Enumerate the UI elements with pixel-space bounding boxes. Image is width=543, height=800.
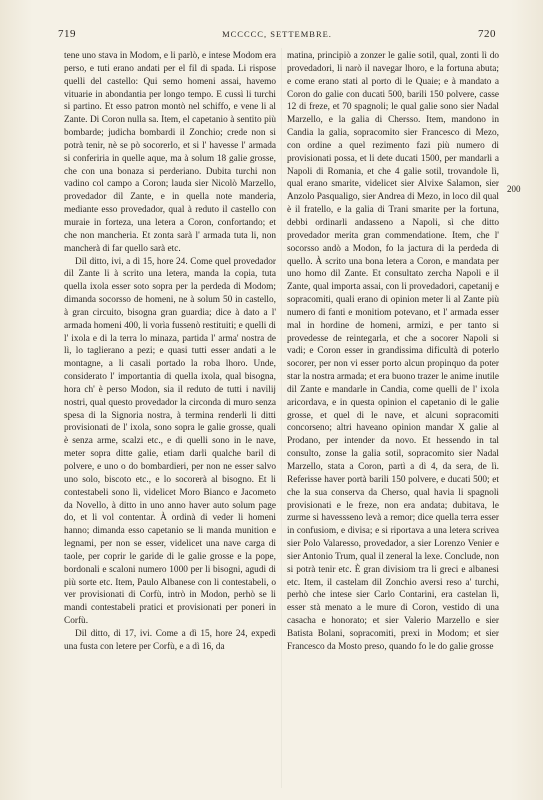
right-paragraph-1: matina, principiò a zonzer le galie sotil, qual, zonti lì do provedadori, li narò il navegar lhoro, e la fortuna abuta; e come erano stati al porto di le Quaie; e à mandato a Coron do galie con ducati 500, barili 150 polvere, casse 12 di freze, et 70 spagnoli; le qual galie sono sier Nadal Marzello, e la galia di Chersso. Item, mandono in Candia la galia, sopracomito sier Francesco di Mezo, con ordine a quel rezimento fazi più numero di provisionati possa, et li dete ducati 1500, per mandarli a Napoli di Romania, et che 4 galie sotil, trovandole lì, qual erano smarite, videlicet sier Alvixe Salamon, sier Anzolo Pasqualigo, sier Andrea di Mezo, in loco dil qual è il fratello, e la galia di Trani smarite per la fortuna, debbi ordinarli andasseno a Napoli, sì che ditto provedador merita gran commendatione. Item, che l' socorsso andò a Modon, fo la jactura di la perdeda di quello. À scrito una bona letera a Coron, e mandata per uno homo dil Zante. Et consultato zercha Napoli e il Zante, qual importa assai, con li provedadori, capetanij e sopracomiti, quali erano di opinion meter li al Zante più numero di fanti e monitiom potevano, et l' armada esser mal in hordine de homeni, armizi, e per tanto si provedesse de reintegarla, et che a socorer Napoli si vadi; e Coron esser in grandissima dificultà di poterlo socorer, per non vi esser porto alcun propinquo da poter star la nostra armada; et era buono trazer le anime inutile dil Zante e mandarle in Candia, come quelli de l' ixola aricordava, e in questa opinion el capetanio di le galie grosse, et quel di le nave, et alcuni sopracomiti concorseno; altri haveano opinion mandar X galie al Prodano, per intender da novo. Et hessendo in tal consulto, zonse la galia sotil, sopracomito sier Nadal Marzello, stata a Coron, partì a dì 4, da sera, de lì. Referisse haver portà barili 150 polvere, e ducati 500; et che la sua conserva da Cherso, qual havia li spagnoli provisionati e le freze, non era andata; dubitava, le zurme si havessseno levà a remor; dice quella terra esser in confusiom, e divisa; e si riportava a una letera scrivea sier Polo Valaresso, provedador, a sier Lorenzo Venier e sier Antonio Trum, qual il zeneral la lexe. Conclude, non si potrà tenir etc. È gran divisiom tra li greci e albanesi etc. Item, il castelam dil Zonchio aversi reso a' turchi, perhò che intese sier Carlo Contarini, era castelan lì, esser stà menato a le mure di Coron, vestido di una casacha e honorato; et sier Valerio Marzello e sier Batista Bolani, sopracomiti, prexi in Modom; et sier Francesco da Mosto preso, quando fo le do galie grosse <box>287 51 499 652</box>
right-column <box>287 50 499 654</box>
left-paragraph-2: Dil ditto, ivi, a dì 15, hore 24. Come quel provedador dil Zante li à scrito una letera, manda la copia, tuta quella ixola esser soto sopra per la perdeda di Modom; dimanda socorsso de homeni, ne à solum 50 in castello, à gran circuito, bisogna gran guardia; dice à dato a l' armada homeni 400, li vorìa fussenò restituiti; e quelli di l' ixola e di la terra lo minaza, partida l' arma' nostra de lì, lo taglierano a pezi; e quasi tutti esser andati a le montagne, a li casali portado la roba lhoro. Unde, considerato l' importantia di quella ixola, qual bisogna, hora ch' è perso Modon, sia il reduto de tutti i navilij nostri, qual questo provedador la circonda di muro senza spesa di la Signoria nostra, à termina renderli li ditti provisionati de l' ixola, sono sopra le galie grosse, quali è senza arme, scalzi etc., e di quelli sono in le nave, meter sopra ditte galie, etiam darli qualche baril di polvere, e uno o do bombardieri, per non ne esser salvo uno solo, biscoto etc., e lo socorerà al bisogno. Et li contestabeli sono lì, videlicet Moro Bianco e Jacometo da Novello, à ditto in uno anno haver auto solum page do, et li vol contentar. À ordinà di veder li homeni hanno; dimanda esso capetanio se li manda munition e legnami, per non se esser, videlicet una nave carga di taole, per coprir le garide di le galie grosse e la pope, bordonali e scaloni numero 1000 per li bisogni, agudi di più sorte etc. Item, Paulo Albanese con li contestabeli, o ver provisionati di Corfù, intrò in Modon, perhò se li mandi contestabeli pratici et provisionati per poneri in Corfù. <box>64 256 276 627</box>
page-header <box>58 28 496 44</box>
left-column <box>64 50 276 654</box>
left-paragraph-1: tene uno stava in Modom, e li parlò, e intese Modom era perso, e tuti erano andati per el fil di spada. Li rispose quelli del castello: Qui semo homeni assai, havemo vituarie in abondantia per longo tempo. E cussì li turchi si partino. Et esso patron montò nel schiffo, e vene li al Zante. Di Coron nulla sa. Item, el capetanio à sentito più bombarde; judicha bombardi il Zonchio; crede non si potrà tenir, nè se pò socorerlo, et si l' havesse l' armada si conferiria in quelle aque, ma à solum 18 galie grosse, che con una bonaza si perderiano. Dubita turchi non vadino col campo a Coron; lauda sier Nicolò Marzello, provedador dil Zante, e in quella note manderia, mediante esso provedador, qual à reduto il castello con muraie in forteza, una letera a Coron, confortando; et che non mancheria. Et zonta sarà l' armada tuta li, non mancherà di far quello sarà etc. <box>64 51 276 254</box>
left-paragraph-3: Dil ditto, di 17, ivi. Come a dì 15, hore 24, expedì una fusta con letere per Corfù, e a dì 16, da <box>64 628 276 652</box>
page-number-left: 719 <box>58 28 76 40</box>
page-number-right: 720 <box>478 28 496 40</box>
gutter-shade <box>281 48 282 788</box>
margin-number: 200 <box>507 184 521 194</box>
running-head: MCCCCC, SETTEMBRE. <box>222 29 332 39</box>
